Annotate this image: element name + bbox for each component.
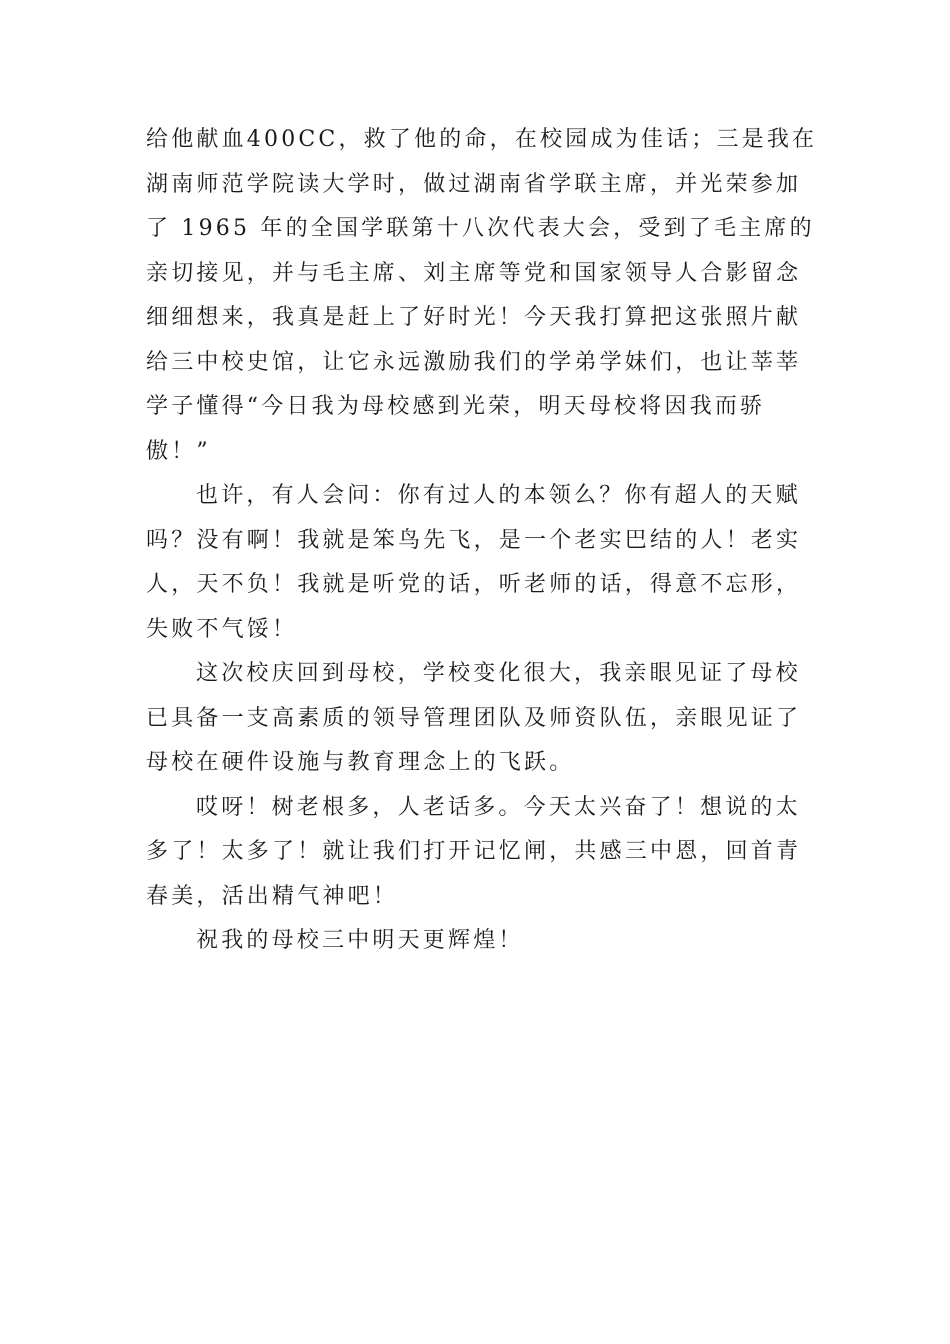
text-line: 细细想来，我真是赶上了好时光！今天我打算把这张照片献: [146, 305, 802, 330]
text-line: 学子懂得“今日我为母校感到光荣，明天母校将因我而骄: [146, 394, 766, 419]
text-line: 也许，有人会问：你有过人的本领么？你有超人的天赋: [196, 483, 801, 508]
text-line: 母校在硬件设施与教育理念上的飞跃。: [146, 750, 575, 775]
text-line: 傲！”: [146, 438, 211, 464]
paragraph: [146, 919, 808, 964]
paragraph: [146, 474, 808, 652]
text-line: 吗？没有啊！我就是笨鸟先飞，是一个老实巴结的人！老实: [146, 527, 802, 553]
document-body: [146, 118, 818, 964]
text-line: 亲切接见，并与毛主席、刘主席等党和国家领导人合影留念: [146, 260, 802, 286]
text-line: 湖南师范学院读大学时，做过湖南省学联主席，并光荣参加: [146, 171, 802, 197]
text-line: 人，天不负！我就是听党的话，听老师的话，得意不忘形，: [146, 572, 802, 597]
text-line: 了 1965 年的全国学联第十八次代表大会，受到了毛主席的: [146, 216, 815, 241]
text-line: 多了！太多了！就让我们打开记忆闸，共感三中恩，回首青: [146, 839, 802, 864]
text-line: 失败不气馁！: [146, 616, 298, 642]
paragraph: [146, 786, 808, 920]
paragraph: [146, 118, 818, 474]
text-line: 哎呀！树老根多，人老话多。今天太兴奋了！想说的太: [196, 794, 801, 820]
text-line: 给三中校史馆，让它永远激励我们的学弟学妹们，也让莘莘: [146, 349, 802, 375]
text-line: 已具备一支高素质的领导管理团队及师资队伍，亲眼见证了: [146, 705, 802, 731]
text-line: 这次校庆回到母校，学校变化很大，我亲眼见证了母校: [196, 661, 801, 686]
text-line: 给他献血400CC，救了他的命，在校园成为佳话；三是我在: [146, 127, 818, 152]
text-line: 春美，活出精气神吧！: [146, 883, 399, 909]
paragraph: [146, 652, 808, 786]
text-line: 祝我的母校三中明天更辉煌！: [196, 928, 524, 953]
